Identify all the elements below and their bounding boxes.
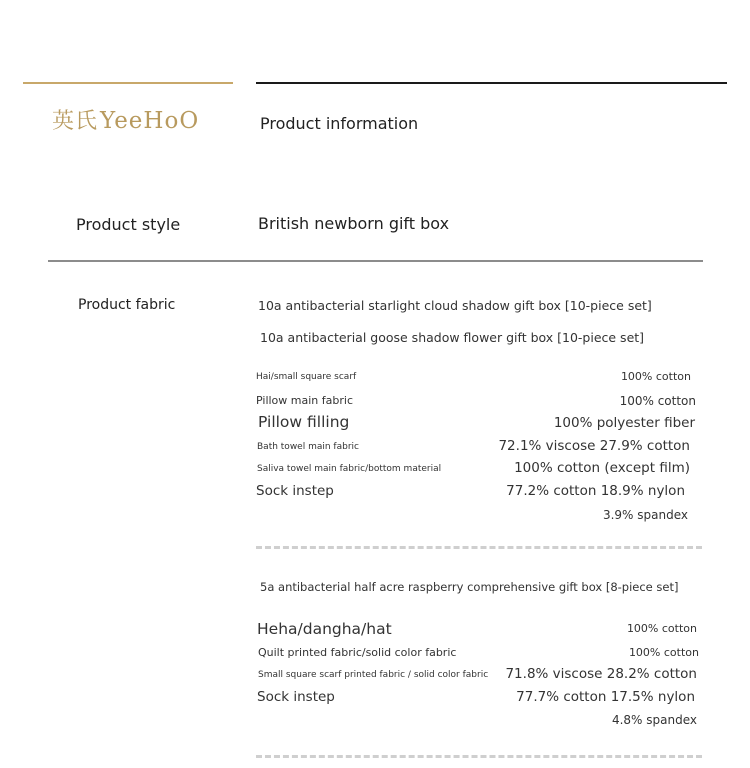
fabric-item-value: 100% cotton xyxy=(619,394,696,408)
fabric-item-extra: 3.9% spandex xyxy=(602,508,688,522)
fabric-item-value: 100% cotton (except film) xyxy=(514,460,690,476)
logo-en: YeeHoO xyxy=(100,108,200,134)
fabric-item-name: Pillow filling xyxy=(258,413,350,431)
fabric-item-value: 77.7% cotton 17.5% nylon xyxy=(516,689,695,705)
fabric-item-value: 77.2% cotton 18.9% nylon xyxy=(506,483,685,499)
fabric-item-name: Pillow main fabric xyxy=(256,394,353,407)
fabric-item-name: Quilt printed fabric/solid color fabric xyxy=(258,646,457,659)
dashed-divider xyxy=(256,546,702,549)
set-title-3: 5a antibacterial half acre raspberry comprehensive gift box [8-piece set] xyxy=(260,580,679,594)
fabric-item-value: 72.1% viscose 27.9% cotton xyxy=(498,438,690,454)
fabric-item-value: 100% polyester fiber xyxy=(553,415,695,431)
brand-logo xyxy=(52,104,199,135)
style-label: Product style xyxy=(76,215,181,234)
fabric-item-name: Saliva towel main fabric/bottom material xyxy=(257,464,442,474)
fabric-item-extra: 4.8% spandex xyxy=(611,713,697,727)
fabric-item-name: Heha/dangha/hat xyxy=(257,620,392,638)
style-value: British newborn gift box xyxy=(258,214,450,233)
fabric-item-value: 100% cotton xyxy=(628,646,699,659)
set-title-1: 10a antibacterial starlight cloud shadow gift box [10-piece set] xyxy=(258,298,652,313)
logo-cn: 英氏 xyxy=(52,109,99,134)
section-divider xyxy=(48,260,703,262)
gold-accent-line xyxy=(23,82,233,84)
section-title: Product information xyxy=(260,114,419,133)
fabric-item-name: Hai/small square scarf xyxy=(256,372,357,382)
fabric-label: Product fabric xyxy=(78,297,176,313)
fabric-item-value: 100% cotton xyxy=(626,622,697,635)
dashed-divider xyxy=(256,755,702,758)
set-title-2: 10a antibacterial goose shadow flower gift box [10-piece set] xyxy=(260,330,645,345)
fabric-item-name: Sock instep xyxy=(256,483,334,499)
fabric-item-name: Bath towel main fabric xyxy=(257,442,359,452)
fabric-item-value: 71.8% viscose 28.2% cotton xyxy=(505,666,697,682)
fabric-item-name: Sock instep xyxy=(257,689,335,705)
fabric-item-value: 100% cotton xyxy=(620,370,691,383)
fabric-item-name: Small square scarf printed fabric / solid color fabric xyxy=(258,670,489,680)
header-divider xyxy=(256,82,727,84)
